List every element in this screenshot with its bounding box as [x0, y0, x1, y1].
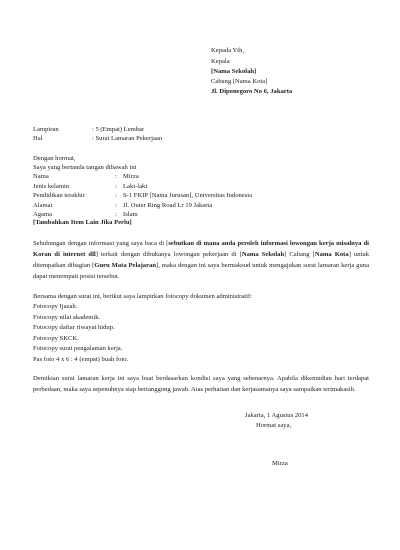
- identity-label: Jenis kelamin: [33, 183, 70, 190]
- paragraph-information: [33, 238, 369, 282]
- paragraph-bold-position: Guru Mata Pelajaran: [94, 262, 156, 269]
- list-item: Fotocopy nilai akademik.: [33, 313, 101, 321]
- recipient-branch: Cabang [Nama Kota]: [211, 78, 268, 85]
- recipient-address: Jl. Diponegoro No 6, Jakarta: [211, 88, 293, 95]
- recipient-school: [Nama Sekolah]: [211, 68, 257, 75]
- intro-text: Saya yang bertanda tangan dibawah ini: [33, 164, 137, 171]
- list-item: Fotocopy surat pengalaman kerja.: [33, 345, 123, 352]
- identity-label: Agama: [33, 211, 53, 218]
- paragraph-bold-school: Nama Sekolah: [241, 251, 285, 258]
- paragraph-bold-city: Nama Kota: [314, 251, 349, 258]
- signature-place-date: Jakarta, 1 Agustus 2014: [245, 412, 309, 419]
- signature-regards: Hormat saya,: [256, 422, 292, 429]
- identity-row-agama: Agama : Islam: [33, 211, 138, 218]
- closing-paragraph: Demikian surat lamaran kerja ini saya buat berdasarkan kondisi saya yang sebenarnya. Apabila dikemudian hari terdapat perbedaan, maka saya sepenuhnya siap bertanggung jawab. Atas perhatian dan kerjasamanya saya sampaikan terimakasih.: [33, 375, 369, 393]
- attachments-intro: Bersama dengan surat ini, berikut saya lampirkan fotocopy dokumen administratif:: [33, 293, 253, 300]
- identity-row-jenis-kelamin: Jenis kelamin : Laki-laki: [33, 183, 148, 190]
- identity-label: Alamat: [33, 202, 53, 209]
- identity-value: Islam: [123, 211, 138, 218]
- list-item: Fotocopy Ijazah.: [33, 303, 78, 310]
- lampiran-label: Lampiran: [33, 126, 59, 133]
- paragraph-text: Sehubungan dengan informasi yang saya baca di [: [33, 240, 169, 247]
- hal-value: : Surat Lamaran Pekerjaan: [92, 135, 163, 142]
- paragraph-text: ] terkait dengan dibukanya lowongan pekerjaan di [: [95, 251, 242, 258]
- recipient-line-1: Kepada Yth,: [211, 47, 245, 54]
- paragraph-text: ], maka dengan ini saya bermaksud untuk mengajukan surat lamaran kerja guna dapat menempati posisi tersebut.: [33, 262, 370, 280]
- recipient-line-2: Kepala: [211, 58, 230, 65]
- identity-value: Laki-laki: [123, 183, 148, 190]
- identity-value: S-1 FKIP [Nama Jurusan], Universitas Indonesia: [123, 192, 253, 199]
- paragraph-bold-source: sebutkan di mana anda peroleh informasi lowongan kerja misalnya di Koran di internet dll: [33, 240, 369, 258]
- extra-item-note: [Tambahkan Item Lain Jika Perlu]: [33, 219, 132, 226]
- identity-row-nama: Nama : Mirza: [33, 173, 139, 180]
- identity-value: Mirza: [123, 173, 139, 180]
- attachments-list: [33, 302, 128, 365]
- identity-row-alamat: Alamat : Jl. Outer Ring Road Lr 19 Jakarta: [33, 202, 213, 209]
- lampiran-value: : 5 (Empat) Lembar: [92, 126, 145, 133]
- identity-row-pendidikan: Pendidikan terakhir : S-1 FKIP [Nama Jurusan], Universitas Indonesia: [33, 192, 253, 199]
- signature-name: Mirza: [272, 460, 288, 467]
- list-item: Fotocopy daftar riwayat hidup.: [33, 324, 115, 331]
- paragraph-text: ] Cabang [: [284, 251, 315, 258]
- hal-label: Hal: [33, 135, 43, 142]
- salutation: Dengan hormat,: [33, 155, 76, 162]
- list-item: Pas foto 4 x 6 : 4 (empat) buah foto.: [33, 355, 129, 363]
- identity-value: Jl. Outer Ring Road Lr 19 Jakarta: [123, 202, 213, 209]
- paragraph-text: ] untuk ditempatkan dibagian [: [33, 251, 369, 269]
- list-item: Fotocopy SKCK.: [33, 334, 79, 342]
- identity-label: Nama: [33, 173, 49, 180]
- identity-label: Pendidikan terakhir: [33, 192, 85, 199]
